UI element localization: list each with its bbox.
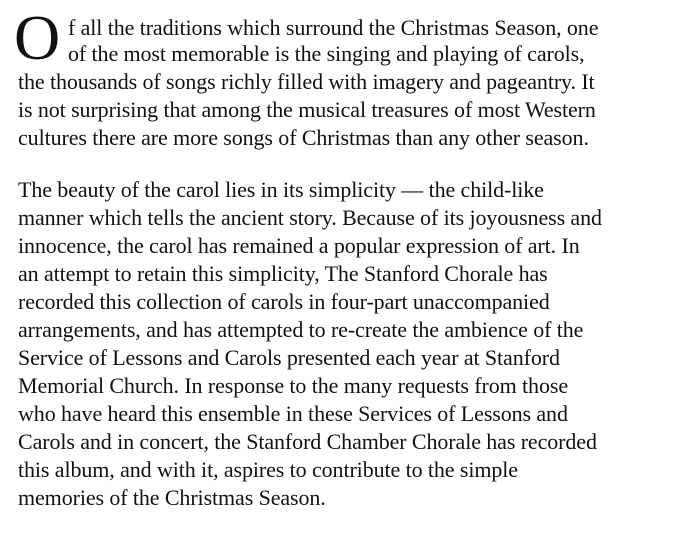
text-line: The beauty of the carol lies in its simplicity — the child-like <box>18 177 544 202</box>
text-line: cultures there are more songs of Christmas than any other season. <box>18 125 589 150</box>
text-line: recorded this collection of carols in four-part unaccompanied <box>18 289 550 314</box>
text-line: Service of Lessons and Carols presented each year at Stanford <box>18 345 560 370</box>
text-line: who have heard this ensemble in these Services of Lessons and <box>18 401 568 426</box>
text-line: an attempt to retain this simplicity, The Stanford Chorale has <box>18 261 548 286</box>
text-line: innocence, the carol has remained a popular expression of art. In <box>18 233 580 258</box>
text-line: Carols and in concert, the Stanford Chamber Chorale has recorded <box>18 429 597 454</box>
text-line: manner which tells the ancient story. Because of its joyousness and <box>18 205 602 230</box>
drop-cap: O <box>14 2 61 73</box>
text-line: of the most memorable is the singing and playing of carols, <box>68 41 585 66</box>
text-line: is not surprising that among the musical treasures of most Western <box>18 97 596 122</box>
text-line: the thousands of songs richly filled with imagery and pageantry. It <box>18 69 595 94</box>
text-line: arrangements, and has attempted to re-create the ambience of the <box>18 317 584 342</box>
text-line: Memorial Church. In response to the many requests from those <box>18 373 568 398</box>
text-line: f all the traditions which surround the Christmas Season, one <box>68 15 599 40</box>
text-line: this album, and with it, aspires to contribute to the simple <box>18 457 518 482</box>
text-line: memories of the Christmas Season. <box>18 485 326 510</box>
